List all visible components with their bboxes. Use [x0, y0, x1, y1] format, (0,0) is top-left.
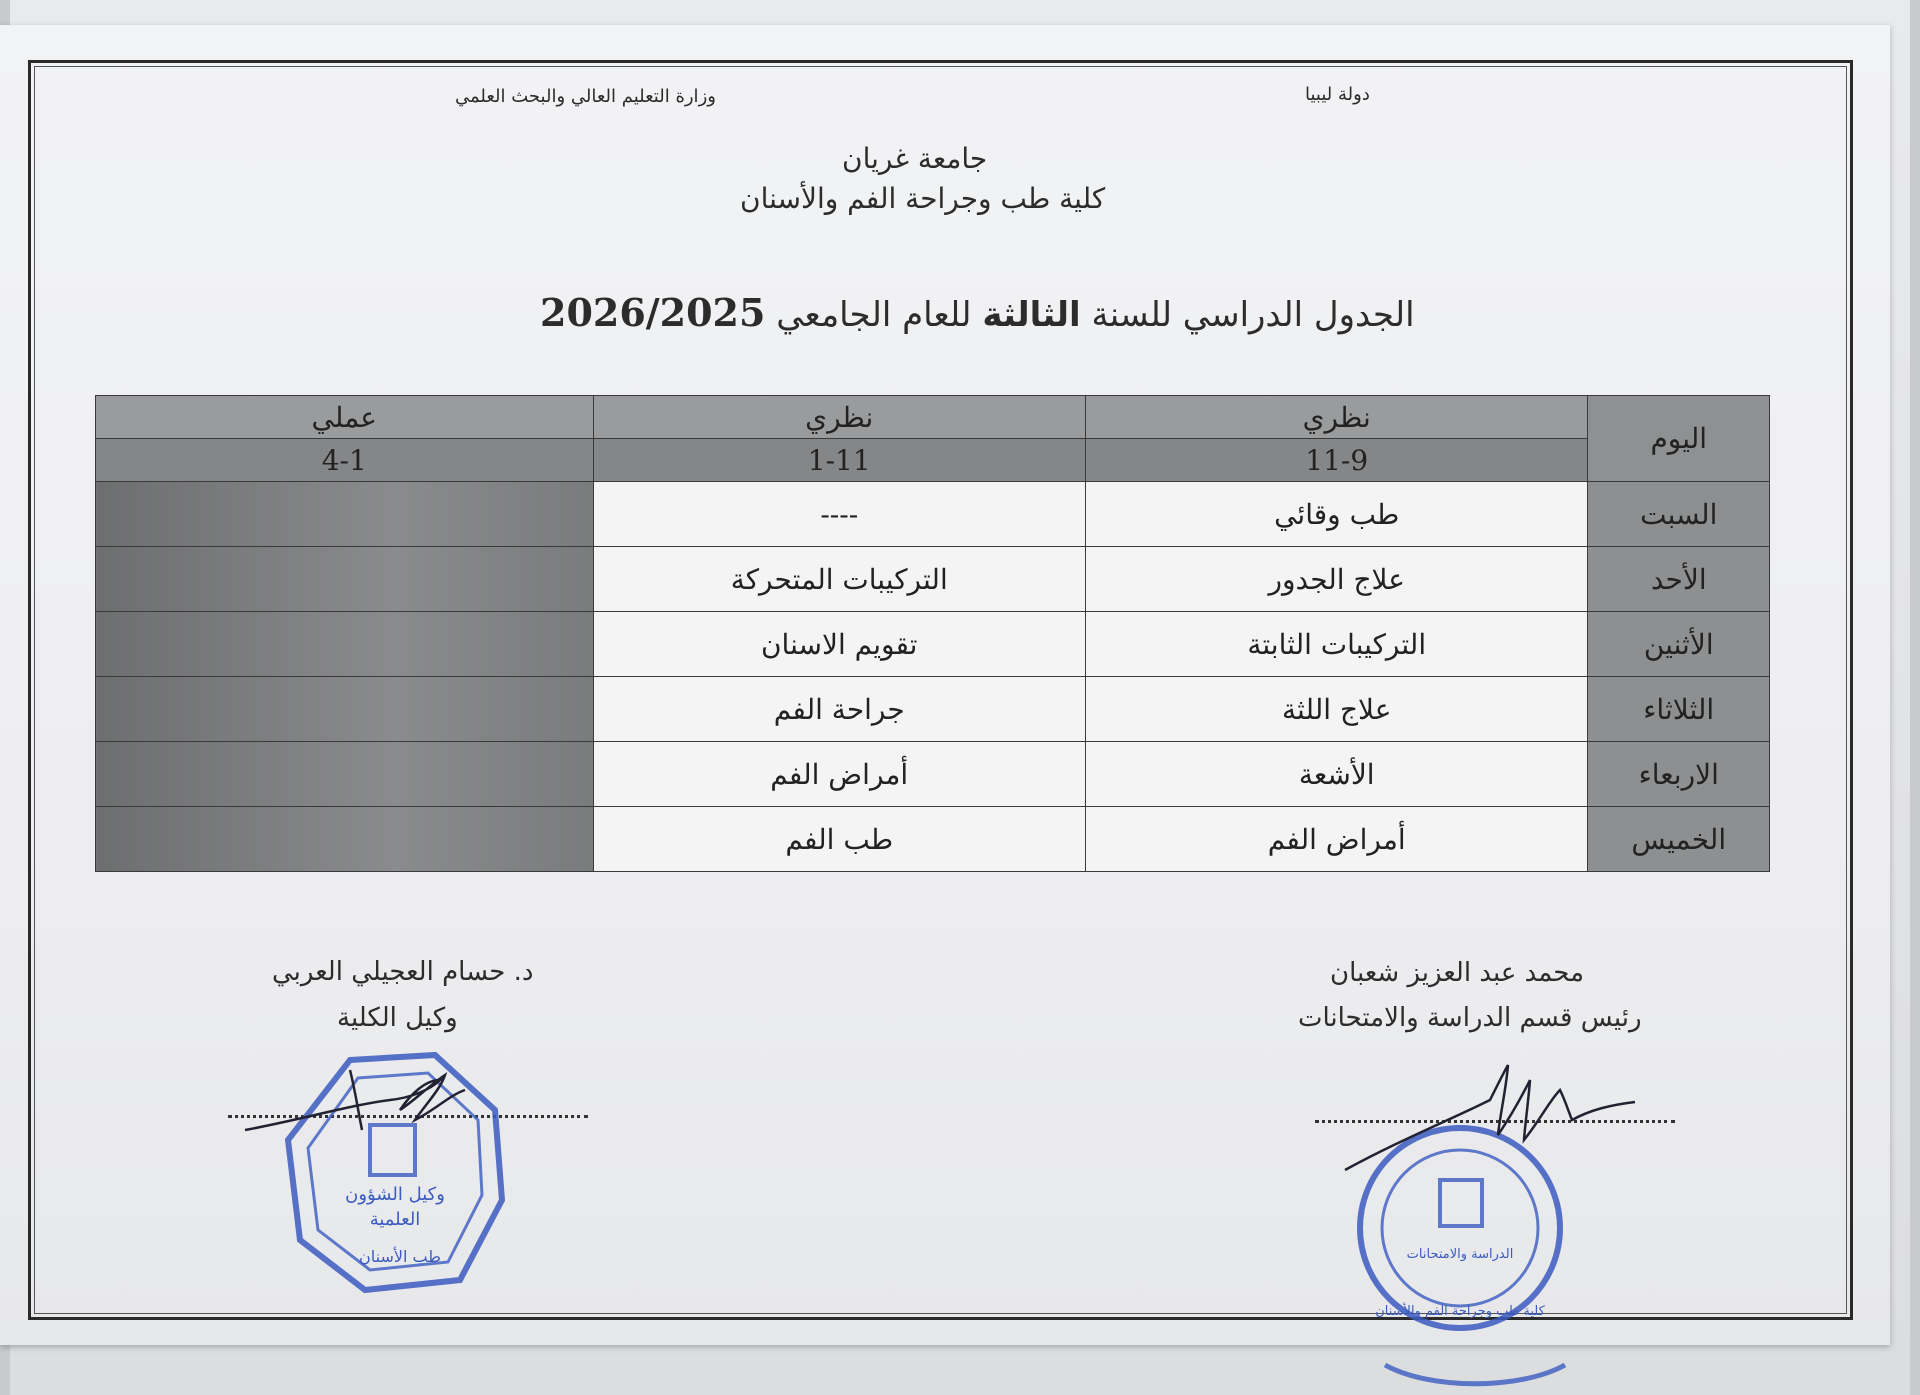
- left-stamp-text-1: وكيل الشؤون: [345, 1184, 445, 1205]
- table-row: [96, 612, 1770, 677]
- day-cell: الثلاثاء: [1588, 677, 1770, 742]
- title-middle: للعام الجامعي: [776, 295, 972, 335]
- right-handwritten-signature: [1340, 1060, 1640, 1180]
- col-time-1: 11-9: [1085, 439, 1588, 482]
- practical-cell: [96, 677, 594, 742]
- ministry-label: وزارة التعليم العالي والبحث العلمي: [455, 86, 716, 107]
- day-cell: السبت: [1588, 482, 1770, 547]
- right-stamp-text-2: كلية طب وجراحة الفم والأسنان: [1375, 1304, 1545, 1319]
- slot-cell: أمراض الفم: [593, 742, 1085, 807]
- table-row: [96, 807, 1770, 872]
- table-row: [96, 742, 1770, 807]
- slot-cell: تقويم الاسنان: [593, 612, 1085, 677]
- day-cell: الاربعاء: [1588, 742, 1770, 807]
- header-row-types: [96, 396, 1770, 439]
- slot-cell: طب الفم: [593, 807, 1085, 872]
- practical-cell: [96, 612, 594, 677]
- left-stamp-text-2: العلمية: [369, 1209, 421, 1230]
- day-header: اليوم: [1588, 396, 1770, 482]
- right-signer-role: رئيس قسم الدراسة والامتحانات: [1298, 1003, 1642, 1033]
- practical-cell: [96, 742, 594, 807]
- slot-cell: التركيبات المتحركة: [593, 547, 1085, 612]
- faculty-name: كلية طب وجراحة الفم والأسنان: [740, 182, 1106, 215]
- day-cell: الخميس: [1588, 807, 1770, 872]
- university-name: جامعة غريان: [842, 142, 988, 175]
- header-row-times: [96, 439, 1770, 482]
- page-title: [540, 290, 1415, 335]
- schedule-table: [95, 395, 1770, 872]
- slot-cell: ----: [593, 482, 1085, 547]
- slot-cell: أمراض الفم: [1085, 807, 1588, 872]
- slot-cell: الأشعة: [1085, 742, 1588, 807]
- col-time-3: 4-1: [96, 439, 594, 482]
- table-row: [96, 677, 1770, 742]
- day-cell: الأثنين: [1588, 612, 1770, 677]
- slot-cell: التركيبات الثابتة: [1085, 612, 1588, 677]
- practical-cell: [96, 482, 594, 547]
- left-stamp-text-3: طب الأسنان: [359, 1247, 441, 1266]
- practical-cell: [96, 807, 594, 872]
- title-prefix: الجدول الدراسي للسنة: [1091, 295, 1415, 335]
- practical-cell: [96, 547, 594, 612]
- slot-cell: جراحة الفم: [593, 677, 1085, 742]
- left-signer-name: د. حسام العجيلي العربي: [272, 957, 534, 987]
- table-row: [96, 482, 1770, 547]
- right-signer-name: محمد عبد العزيز شعبان: [1330, 958, 1584, 988]
- col-time-2: 1-11: [593, 439, 1085, 482]
- col-type-3: عملي: [96, 396, 594, 439]
- col-type-2: نظري: [593, 396, 1085, 439]
- slot-cell: طب وقائي: [1085, 482, 1588, 547]
- slot-cell: علاج اللثة: [1085, 677, 1588, 742]
- left-handwritten-signature: [240, 1050, 470, 1140]
- col-type-1: نظري: [1085, 396, 1588, 439]
- back-sheet-stamp-fragment: [1380, 1355, 1570, 1395]
- title-academic-year: 2026/2025: [540, 290, 766, 335]
- left-signer-role: وكيل الكلية: [337, 1003, 458, 1033]
- slot-cell: علاج الجدور: [1085, 547, 1588, 612]
- table-row: [96, 547, 1770, 612]
- title-year-word: الثالثة: [982, 295, 1081, 335]
- day-cell: الأحد: [1588, 547, 1770, 612]
- state-label: دولة ليبيا: [1305, 84, 1370, 105]
- right-stamp-text-1: الدراسة والامتحانات: [1406, 1247, 1514, 1262]
